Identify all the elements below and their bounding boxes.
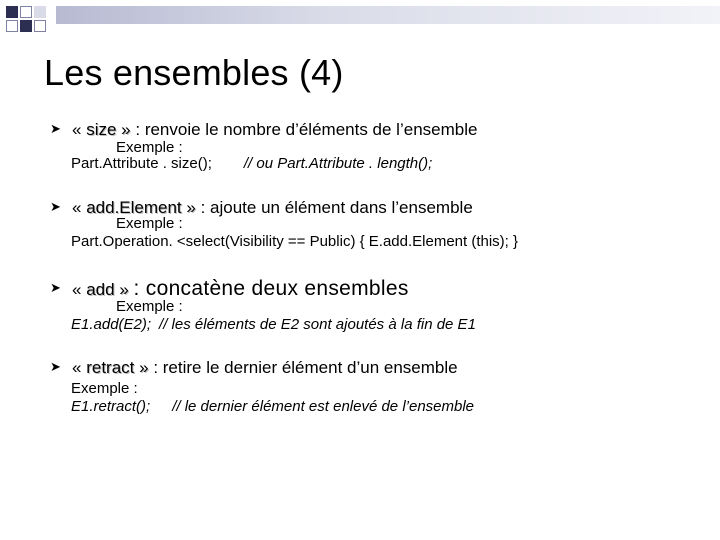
- deco-square: [6, 6, 18, 18]
- bullet-heading: [72, 120, 477, 140]
- example-code-line: [71, 155, 432, 173]
- quote-close: »: [139, 358, 149, 377]
- keyword: add: [86, 280, 115, 299]
- arrowhead-bullet-icon: ➤: [50, 360, 61, 375]
- header-decoration: [0, 0, 720, 40]
- bullet-description: : retire le dernier élément d’un ensemble: [153, 358, 458, 377]
- quote-open: «: [72, 358, 82, 377]
- keyword: add.Element: [86, 198, 182, 217]
- arrowhead-bullet-icon: ➤: [50, 200, 61, 215]
- deco-square: [20, 6, 32, 18]
- arrowhead-bullet-icon: ➤: [50, 122, 61, 137]
- arrowhead-bullet-icon: ➤: [50, 281, 61, 296]
- example-code-line: [71, 398, 474, 416]
- deco-square: [20, 20, 32, 32]
- bullet-description: : ajoute un élément dans l’ensemble: [200, 198, 473, 217]
- example-code-line: [71, 233, 518, 251]
- quote-open: «: [72, 120, 82, 139]
- code-text: E1.retract();: [71, 398, 151, 415]
- bullet-heading: [72, 358, 458, 378]
- header-gradient-band: [56, 6, 720, 24]
- slide-title: Les ensembles (4): [44, 52, 344, 93]
- code-comment: // les éléments de E2 sont ajoutés à la fin de E1: [159, 316, 476, 333]
- deco-square: [34, 20, 46, 32]
- bullet-description: : renvoie le nombre d’éléments de l’ensemble: [135, 120, 478, 139]
- quote-close: »: [121, 120, 131, 139]
- example-label: Exemple :: [116, 215, 183, 232]
- quote-close: »: [119, 280, 129, 299]
- quote-open: «: [72, 280, 82, 299]
- deco-square: [34, 6, 46, 18]
- example-code-line: [71, 316, 476, 334]
- code-text: Part.Operation. <select(Visibility == Public) { E.add.Element (this); }: [71, 233, 519, 250]
- deco-square: [6, 20, 18, 32]
- keyword: retract: [86, 358, 135, 377]
- example-label: Exemple :: [71, 380, 138, 397]
- bullet-heading: [72, 279, 409, 300]
- example-label: Exemple :: [116, 139, 183, 156]
- quote-close: »: [186, 198, 196, 217]
- code-text: Part.Attribute . size();: [71, 155, 212, 172]
- code-text: E1.add(E2);: [71, 316, 152, 333]
- keyword: size: [86, 120, 117, 139]
- example-label: Exemple :: [116, 298, 183, 315]
- code-comment: // ou Part.Attribute . length();: [243, 155, 433, 172]
- code-comment: // le dernier élément est enlevé de l’ensemble: [172, 398, 475, 415]
- bullet-description: : concatène deux ensembles: [133, 277, 409, 300]
- quote-open: «: [72, 198, 82, 217]
